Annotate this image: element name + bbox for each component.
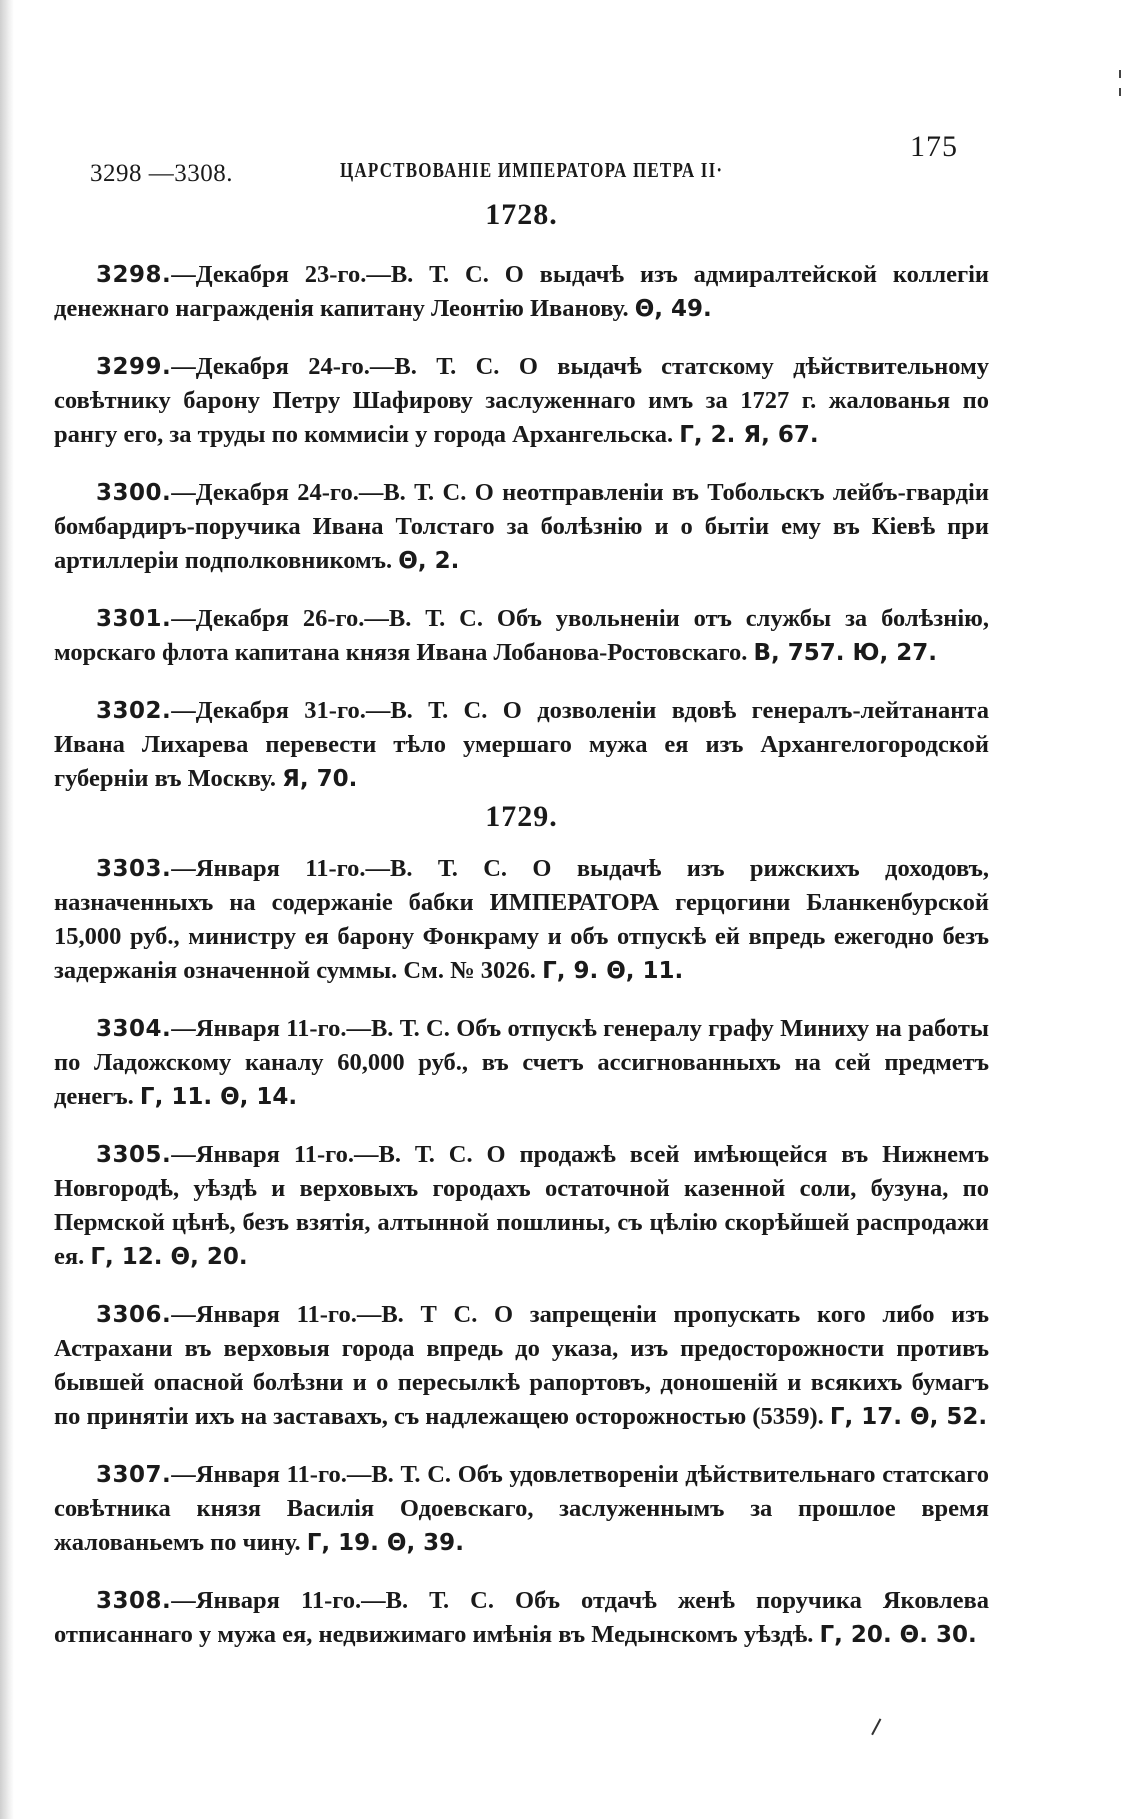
entry: [54, 1138, 989, 1274]
entry-source: —В. Т. С.: [366, 261, 489, 288]
entry-date: —Декабря 26-го.: [171, 605, 365, 632]
entry-date: —Января 11-го.: [171, 1015, 347, 1042]
entry-source: —В. Т. С.: [365, 855, 508, 882]
entry-date: —Декабря 31-го.: [171, 697, 366, 724]
running-title: ЦАРСТВОВАНІЕ ИМПЕРАТОРА ПЕТРА II·: [340, 158, 724, 182]
entry-text: О выдачѣ изъ адмиралтейской коллегіи денежнаго награжденія капитану Леонтію Иванову.: [54, 261, 989, 322]
page-number: 175: [910, 130, 958, 163]
entry-text: Объ отпускѣ генералу графу Миниху на работы по Ладожскому каналу 60,000 руб., въ счетъ ассигнованныхъ на сей предметъ денегъ.: [54, 1015, 989, 1110]
entry: [54, 1298, 989, 1434]
entry-source: —В. Т. С.: [354, 1141, 473, 1168]
entry-refs: Г, 11. Θ, 14.: [139, 1084, 298, 1110]
entry-source: —В. Т. С.: [346, 1461, 452, 1488]
entry-refs: Г, 17. Θ, 52.: [829, 1404, 988, 1430]
entry-date: —Декабря 24-го.: [171, 353, 370, 380]
entry-number: 3308.: [96, 1588, 172, 1614]
entry-text: О запрещеніи пропускать кого либо изъ Астрахани въ верховыя города впредь до указа, изъ предосторожности противъ бывшей опасной болѣзни и о пересылкѣ рапортовъ, доношеній и всякихъ бумагъ по принятіи ихъ на заставахъ, съ надлежащею осторожностью (5359).: [54, 1301, 989, 1430]
entry-refs: Г, 9. Θ, 11.: [542, 958, 684, 984]
entry-refs: Я, 70.: [282, 766, 358, 792]
margin-marks: [1119, 70, 1122, 118]
entry-number: 3305.: [96, 1142, 172, 1168]
entry: [54, 1584, 989, 1652]
entry-range: 3298 —3308.: [90, 160, 233, 187]
entry-date: —Декабря 23-го.: [171, 261, 367, 288]
entry-source: —В. Т. С.: [358, 479, 467, 506]
entry-source: —В. Т. С.: [365, 697, 488, 724]
entry-text: О продажѣ всей имѣющейся въ Нижнемъ Новгородѣ, уѣздѣ и верховыхъ городахъ остаточной казенной соли, бузуна, по Пермской цѣнѣ, безъ взятія, алтынной пошлины, съ цѣлію скорѣйшей распродажи ея.: [54, 1141, 989, 1270]
entry-source: —В. Т. С.: [361, 1587, 494, 1614]
entries-1728: [54, 258, 989, 820]
entry-text: О выдачѣ статскому дѣйствительному совѣтнику барону Петру Шафирову заслуженнаго имъ за 1727 г. жалованья по рангу его, за труды по коммисіи у города Архангельска.: [54, 353, 990, 448]
entry: [54, 350, 989, 452]
entry-number: 3301.: [96, 606, 172, 632]
entry-date: —Января 11-го.: [171, 1461, 347, 1488]
scan-edge-shadow: [0, 0, 14, 1819]
entry-text: О выдачѣ изъ рижскихъ доходовъ, назначенныхъ на содержаніе бабки ИМПЕРАТОРА герцогини Бланкенбурской 15,000 руб., министру ея барону Фонкраму и объ отпускѣ ей впредь ежегодно безъ задержанія означенной суммы. См. № 3026.: [54, 855, 990, 984]
entry-text: О дозволеніи вдовѣ генералъ-лейтананта Ивана Лихарева перевести тѣло умершаго мужа ея изъ Архангелогородской губерніи въ Москву.: [54, 697, 989, 792]
entry-number: 3303.: [96, 856, 172, 882]
entry-text: О неотправленіи въ Тобольскъ лейбъ-гвардіи бомбардиръ-поручика Ивана Толстаго за болѣзнію и о бытіи ему въ Кіевѣ при артиллеріи подполковникомъ.: [54, 479, 989, 574]
entry-refs: Г, 19. Θ, 39.: [306, 1530, 464, 1556]
entry: [54, 852, 989, 988]
entry: [54, 1012, 989, 1114]
entry-number: 3300.: [96, 480, 172, 506]
year-heading: 1729.: [485, 800, 558, 833]
entries-1729: [54, 852, 989, 1676]
year-heading: 1728.: [485, 198, 558, 231]
entry-number: 3302.: [96, 698, 172, 724]
entry-date: —Декабря 24-го.: [171, 479, 359, 506]
entry-text: Объ увольненіи отъ службы за болѣзнію, морскаго флота капитана князя Ивана Лобанова-Ростовскаго.: [54, 605, 989, 666]
stray-pen-mark: [861, 1713, 882, 1735]
entry-text: Объ удовлетвореніи дѣйствительнаго статскаго совѣтника князя Василія Одоевскаго, заслуженнымъ за прошлое время жалованьемъ по чину.: [54, 1461, 989, 1556]
entry-text: Объ отдачѣ женѣ поручика Яковлева отписаннаго у мужа ея, недвижимаго имѣнія въ Медынскомъ уѣздѣ.: [54, 1587, 989, 1648]
entry-source: —В. Т. С.: [364, 605, 483, 632]
entry-refs: Г, 20. Θ. 30.: [819, 1622, 977, 1648]
entry-number: 3298.: [96, 262, 172, 288]
entry-number: 3304.: [96, 1016, 172, 1042]
entry-refs: Θ, 49.: [634, 296, 712, 322]
entry-refs: Г, 2. Я, 67.: [679, 422, 819, 448]
entry-number: 3306.: [96, 1302, 172, 1328]
running-head: [90, 130, 980, 192]
entry: [54, 258, 989, 326]
entry: [54, 476, 989, 578]
document-page: [54, 0, 989, 1819]
entry: [54, 602, 989, 670]
entry-refs: Г, 12. Θ, 20.: [90, 1244, 248, 1270]
entry-number: 3299.: [96, 354, 172, 380]
entry-date: —Января 11-го.: [171, 1301, 357, 1328]
entry-date: —Января 11-го.: [171, 855, 366, 882]
entry-number: 3307.: [96, 1462, 172, 1488]
entry-source: —В. Т С.: [356, 1301, 478, 1328]
entry: [54, 694, 989, 796]
entry-refs: В, 757. Ю, 27.: [753, 640, 938, 666]
entry-date: —Января 11-го.: [171, 1587, 362, 1614]
entry-date: —Января 11-го.: [171, 1141, 355, 1168]
entry-source: —В. Т. С.: [346, 1015, 450, 1042]
entry-source: —В. Т. С.: [369, 353, 500, 380]
entry-refs: Θ, 2.: [398, 548, 460, 574]
entry: [54, 1458, 989, 1560]
